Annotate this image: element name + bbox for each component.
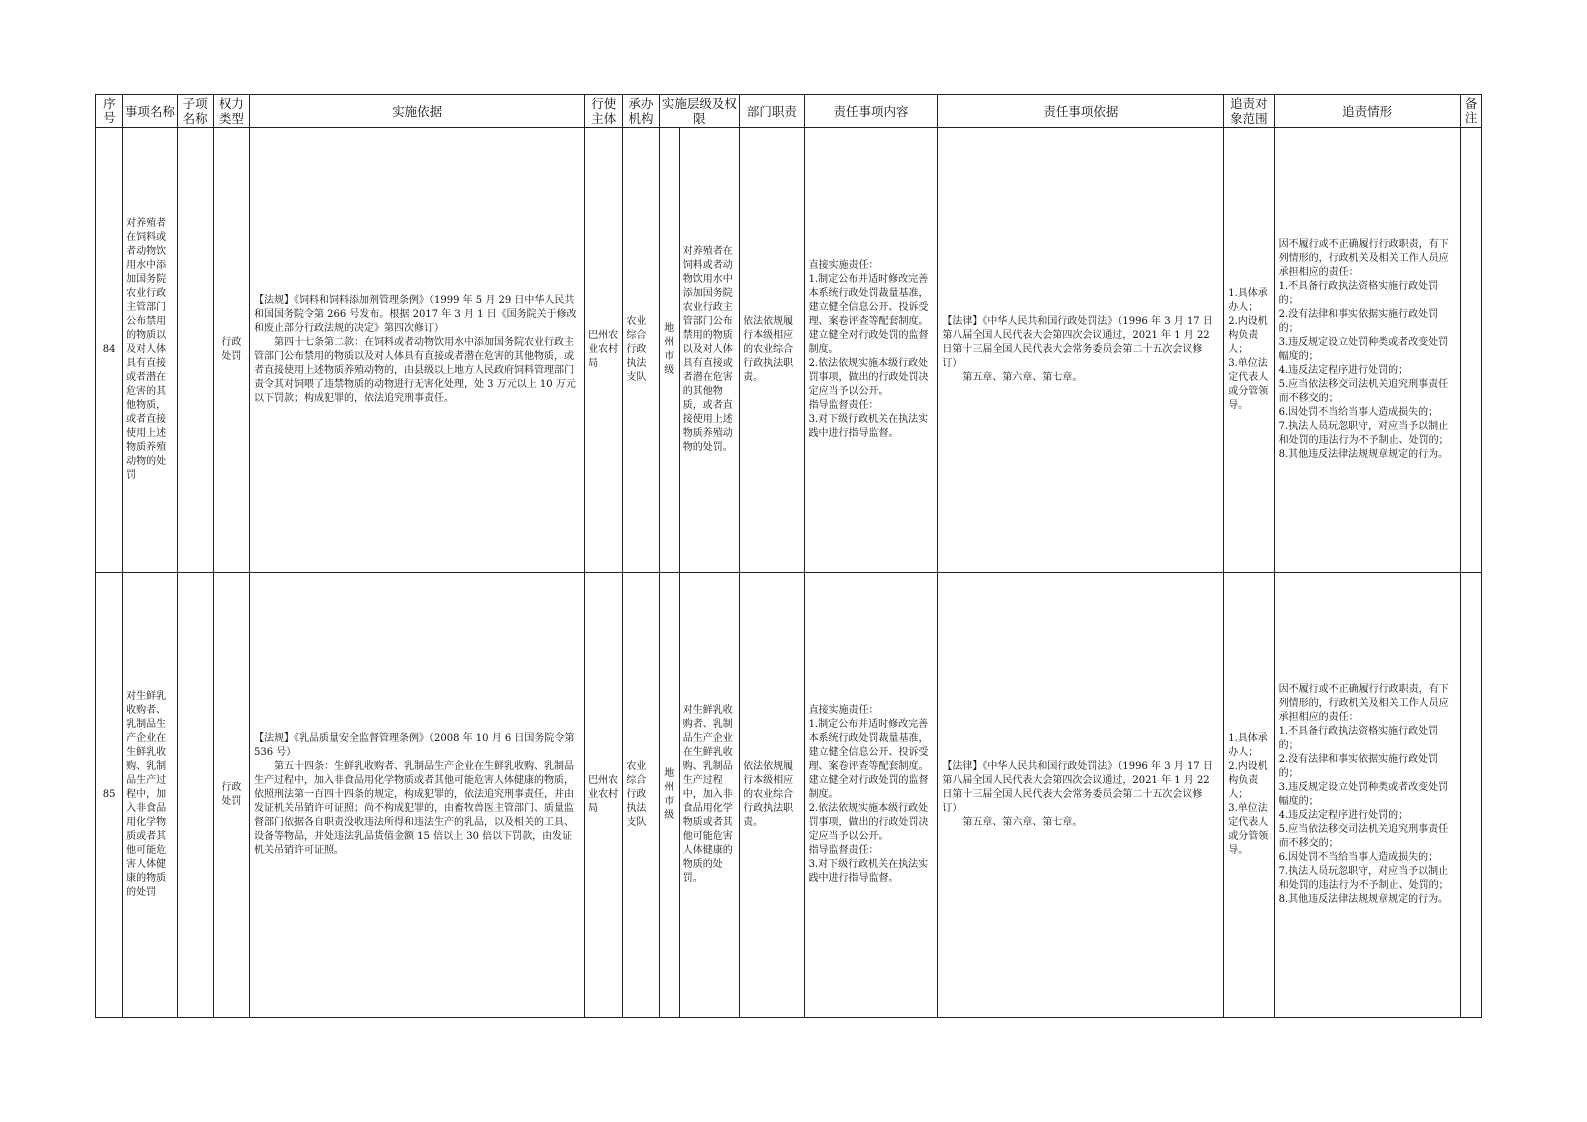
header-basis: 实施依据 [249, 95, 584, 128]
header-remark: 备注 [1460, 95, 1481, 128]
header-circum: 追责情形 [1274, 95, 1460, 128]
row-scope: 1.具体承办人； 2.内设机构负责人； 3.单位法定代表人或分管领导。 [1224, 128, 1274, 573]
row-type: 行政处罚 [213, 128, 249, 573]
row-type: 行政处罚 [213, 573, 249, 1018]
header-seq: 序号 [96, 95, 123, 128]
row-level: 地州市级 [659, 573, 679, 1018]
header-scope: 追责对象范围 [1224, 95, 1274, 128]
row-duty: 依法依规履行本级相应的农业综合行政执法职责。 [740, 573, 804, 1018]
row-remark [1460, 128, 1481, 573]
header-sub: 子项名称 [177, 95, 213, 128]
row-item: 对生鲜乳收购者、乳制品生产企业在生鲜乳收购、乳制品生产过程中，加入非食品用化学物质或者其他可能危害人体健康的物质的处罚 [123, 573, 177, 1018]
header-type: 权力类型 [213, 95, 249, 128]
header-resp-basis: 责任事项依据 [938, 95, 1224, 128]
row-level: 地州市级 [659, 128, 679, 573]
row-item: 对养殖者在饲料或者动物饮用水中添加国务院农业行政主管部门公布禁用的物质以及对人体具有直接或者潜在危害的其他物质，或者直接使用上述物质养殖动物的处罚 [123, 128, 177, 573]
header-duty: 部门职责 [740, 95, 804, 128]
row-duty: 依法依规履行本级相应的农业综合行政执法职责。 [740, 128, 804, 573]
header-subject: 行使主体 [585, 95, 623, 128]
table-header-row [96, 95, 1482, 128]
row-resp: 直接实施责任： 1.制定公布并适时修改完善本系统行政处罚裁量基准，建立健全信息公开、投诉受理、案卷评查等配套制度。建立健全对行政处罚的监督制度。 2.依法依规实施本级行政处罚事项，做出的行政处罚决定应当予以公开。 指导监督责任： 3.对下级行政机关在执法实践中进行指导监督。 [804, 128, 938, 573]
row-circum: 因不履行或不正确履行行政职责，有下列情形的，行政机关及相关工作人员应承担相应的责任： 1.不具备行政执法资格实施行政处罚的； 2.没有法律和事实依据实施行政处罚的； 3.违反规定设立处罚种类或者改变处罚幅度的； 4.违反法定程序进行处罚的； 5.应当依法移交司法机关追究刑事责任而不移交的； 6.因处罚不当给当事人造成损失的； 7.执法人员玩忽职守，对应当予以制止和处罚的违法行为不予制止、处罚的； 8.其他违反法律法规规章规定的行为。 [1274, 128, 1460, 573]
row-basis: 【法规】《饲料和饲料添加剂管理条例》（1999 年 5 月 29 日中华人民共和国国务院令第 266 号发布。根据 2017 年 3 月 1 日《国务院关于修改和废止部分行政法规的决定》第四次修订） 第四十七条第二款：在饲料或者动物饮用水中添加国务院农业行政主管部门公布禁用的物质以及对人体具有直接或者潜在危害的其他物质，或者直接使用上述物质养殖动物的，由县级以上地方人民政府饲料管理部门责令其对饲喂了违禁物质的动物进行无害化处理，处 3 万元以上 10 万元以下罚款；构成犯罪的，依法追究刑事责任。 [249, 128, 584, 573]
header-item: 事项名称 [123, 95, 177, 128]
row-seq: 85 [96, 573, 123, 1018]
row-level-desc: 对养殖者在饲料或者动物饮用水中添加国务院农业行政主管部门公布禁用的物质以及对人体具有直接或者潜在危害的其他物质，或者直接使用上述物质养殖动物的处罚。 [679, 128, 739, 573]
table-row [96, 573, 1482, 1018]
row-basis: 【法规】《乳品质量安全监督管理条例》（2008 年 10 月 6 日国务院令第 536 号） 第五十四条：生鲜乳收购者、乳制品生产企业在生鲜乳收购、乳制品生产过程中，加入非食品用化学物质或者其他可能危害人体健康的物质，依照刑法第一百四十四条的规定，构成犯罪的，依法追究刑事责任，并由发证机关吊销许可证照；尚不构成犯罪的，由畜牧兽医主管部门、质量监督部门依据各自职责没收违法所得和违法生产的乳品，以及相关的工具、设备等物品，并处违法乳品货值金额 15 倍以上 30 倍以下罚款，由发证机关吊销许可证照。 [249, 573, 584, 1018]
row-org: 农业综合行政执法支队 [623, 573, 659, 1018]
row-sub [177, 128, 213, 573]
row-level-desc: 对生鲜乳收购者、乳制品生产企业在生鲜乳收购、乳制品生产过程中，加入非食品用化学物质或者其他可能危害人体健康的物质的处罚。 [679, 573, 739, 1018]
row-subject: 巴州农业农村局 [585, 128, 623, 573]
row-resp: 直接实施责任： 1.制定公布并适时修改完善本系统行政处罚裁量基准，建立健全信息公开、投诉受理、案卷评查等配套制度。建立健全对行政处罚的监督制度。 2.依法依规实施本级行政处罚事项，做出的行政处罚决定应当予以公开。 指导监督责任： 3.对下级行政机关在执法实践中进行指导监督。 [804, 573, 938, 1018]
row-circum: 因不履行或不正确履行行政职责，有下列情形的，行政机关及相关工作人员应承担相应的责任： 1.不具备行政执法资格实施行政处罚的； 2.没有法律和事实依据实施行政处罚的； 3.违反规定设立处罚种类或者改变处罚幅度的； 4.违反法定程序进行处罚的； 5.应当依法移交司法机关追究刑事责任而不移交的； 6.因处罚不当给当事人造成损失的； 7.执法人员玩忽职守，对应当予以制止和处罚的违法行为不予制止、处罚的； 8.其他违反法律法规规章规定的行为。 [1274, 573, 1460, 1018]
row-sub [177, 573, 213, 1018]
responsibility-table [95, 94, 1482, 1018]
row-seq: 84 [96, 128, 123, 573]
header-org: 承办机构 [623, 95, 659, 128]
table-row [96, 128, 1482, 573]
row-org: 农业综合行政执法支队 [623, 128, 659, 573]
row-remark [1460, 573, 1481, 1018]
row-resp-basis: 【法律】《中华人民共和国行政处罚法》（1996 年 3 月 17 日第八届全国人民代表大会第四次会议通过，2021 年 1 月 22 日第十三届全国人民代表大会常务委员会第二十五次会议修订） 第五章、第六章、第七章。 [938, 573, 1224, 1018]
row-subject: 巴州农业农村局 [585, 573, 623, 1018]
row-scope: 1.具体承办人； 2.内设机构负责人； 3.单位法定代表人或分管领导。 [1224, 573, 1274, 1018]
header-resp: 责任事项内容 [804, 95, 938, 128]
row-resp-basis: 【法律】《中华人民共和国行政处罚法》（1996 年 3 月 17 日第八届全国人民代表大会第四次会议通过，2021 年 1 月 22 日第十三届全国人民代表大会常务委员会第二十五次会议修订） 第五章、第六章、第七章。 [938, 128, 1224, 573]
header-level: 实施层级及权限 [659, 95, 740, 128]
